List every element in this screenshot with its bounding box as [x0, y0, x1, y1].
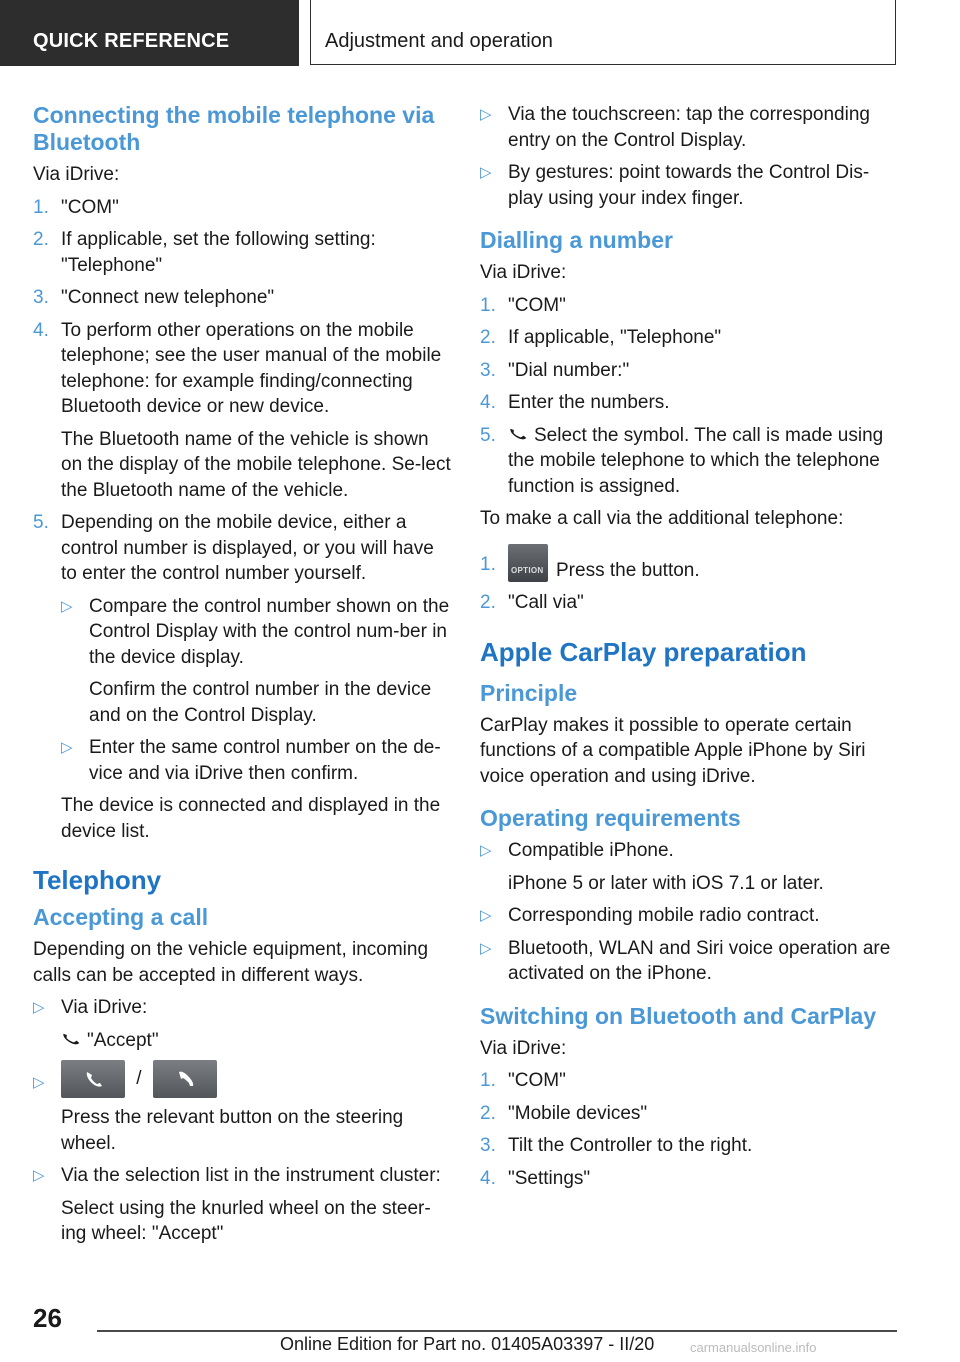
bullet-item	[33, 995, 451, 1053]
left-column	[33, 102, 451, 1254]
step-number: 3.	[480, 1135, 496, 1156]
bullet-text: Compatible iPhone.	[508, 840, 674, 861]
step-text: "COM"	[61, 196, 119, 218]
step-note: The device is connected and displayed in the device list.	[61, 795, 441, 842]
bullet-arrow-icon: ▷	[33, 1167, 45, 1184]
step-number: 1.	[480, 294, 496, 316]
bullet-item	[480, 160, 900, 211]
step-number: 1.	[480, 553, 496, 575]
bullet-note: iPhone 5 or later with iOS 7.1 or later.	[508, 872, 824, 894]
bullet-arrow-icon: ▷	[480, 164, 492, 181]
bullet-arrow-icon: ▷	[480, 842, 492, 859]
bullet-item	[61, 594, 451, 729]
option-button-icon	[508, 544, 548, 582]
step-text: Depending on the mobile device, either a control number is displayed, or you will have to enter the control number yourself.	[61, 512, 434, 584]
list-item	[480, 1101, 900, 1127]
list-item	[480, 325, 900, 351]
bullet-item	[33, 1163, 451, 1247]
bullet-note: Select using the knurled wheel on the steer‐ing wheel: "Accept"	[61, 1197, 431, 1244]
step-number: 4.	[33, 319, 49, 341]
step-text: To perform other operations on the mobile telephone; see the user manual of the mobile telephone: for example finding/connecting Bluetooth device or new device.	[61, 319, 442, 417]
step-number: 3.	[480, 359, 496, 381]
bullet-text: Enter the same control number on the de‐vice and via iDrive then confirm.	[89, 737, 441, 784]
bullet-item	[480, 936, 900, 987]
list-item	[480, 1166, 900, 1192]
bullet-arrow-icon: ▷	[480, 907, 492, 924]
heading-requirements: Operating requirements	[480, 805, 741, 831]
phone-icon	[61, 1029, 81, 1049]
step-text: "Call via"	[508, 592, 584, 613]
bullet-note: Confirm the control number in the device and on the Control Display.	[89, 679, 432, 726]
bullet-text: By gestures: point towards the Control Dis‐play using your index finger.	[508, 162, 870, 209]
steering-wheel-call-button	[61, 1060, 125, 1098]
accept-label: "Accept"	[87, 1029, 159, 1051]
right-column	[480, 102, 900, 1198]
via-idrive-label: Via iDrive:	[480, 1037, 567, 1059]
bullet-arrow-icon: ▷	[480, 939, 492, 957]
bullet-text: Bluetooth, WLAN and Siri voice operation are activated on the iPhone.	[508, 937, 891, 984]
phone-icon	[508, 424, 528, 444]
list-item	[480, 423, 900, 500]
bullet-item	[480, 903, 900, 929]
edition-text: Online Edition for Part no. 01405A03397 - II/20	[280, 1334, 655, 1354]
list-item	[480, 1068, 900, 1094]
steering-wheel-call-button-alt	[153, 1060, 217, 1098]
bullet-item	[33, 1060, 451, 1156]
list-item	[480, 358, 900, 384]
step-text: If applicable, set the following setting: "Telephone"	[61, 229, 376, 276]
additional-telephone-text: To make a call via the additional telephone:	[480, 508, 844, 529]
separator: /	[136, 1068, 142, 1090]
list-item	[33, 195, 451, 221]
step-text: "COM"	[508, 294, 566, 316]
step-text: Press the button.	[556, 559, 700, 581]
bullet-arrow-icon: ▷	[33, 999, 45, 1016]
phone-handset-icon	[153, 1060, 217, 1098]
bullet-note: Press the relevant button on the steering wheel.	[61, 1107, 404, 1154]
step-text: If applicable, "Telephone"	[508, 327, 722, 348]
chapter-title: Adjustment and operation	[310, 0, 896, 65]
bullet-text: Via the touchscreen: tap the corresponding entry on the Control Display.	[508, 104, 870, 151]
step-text: Select the symbol. The call is made using the mobile telephone to which the telephone function is assigned.	[508, 424, 884, 497]
bullet-arrow-icon: ▷	[61, 597, 73, 615]
page-header	[0, 0, 960, 66]
bullet-text: Compare the control number shown on the Control Display with the control num‐ber in the device display.	[89, 595, 450, 668]
bullet-arrow-icon: ▷	[480, 106, 492, 123]
list-item	[33, 227, 451, 278]
via-idrive-label: Via iDrive:	[480, 262, 567, 283]
step-number: 3.	[33, 287, 49, 308]
bullet-arrow-icon: ▷	[33, 1074, 45, 1091]
section-tab: QUICK REFERENCE	[0, 0, 299, 66]
heading-accepting-call: Accepting a call	[33, 904, 209, 930]
list-item	[480, 390, 900, 416]
list-item	[480, 293, 900, 319]
heading-carplay: Apple CarPlay preparation	[480, 636, 807, 667]
step-number: 1.	[33, 196, 49, 218]
step-number: 4.	[480, 1167, 496, 1189]
footer-divider	[97, 1330, 897, 1332]
step-text: Tilt the Controller to the right.	[508, 1135, 753, 1156]
step-text: "Connect new telephone"	[61, 287, 275, 308]
step-note: The Bluetooth name of the vehicle is shown on the display of the mobile telephone. Se‐lect the Bluetooth name of the vehicle.	[61, 428, 451, 501]
phone-accept-icon	[61, 1060, 125, 1098]
bullet-text: Via the selection list in the instrument cluster:	[61, 1165, 441, 1186]
bullet-text: Via iDrive:	[61, 997, 148, 1018]
list-item	[480, 1133, 900, 1159]
bullet-note	[61, 1028, 451, 1054]
list-item	[33, 285, 451, 311]
step-text: "COM"	[508, 1070, 566, 1091]
step-text: "Settings"	[508, 1167, 591, 1189]
via-idrive-label: Via iDrive:	[33, 164, 120, 185]
heading-principle: Principle	[480, 679, 578, 706]
list-item	[33, 510, 451, 844]
step-number: 4.	[480, 392, 496, 413]
step-text: "Dial number:"	[508, 359, 630, 381]
accept-intro: Depending on the vehicle equipment, incoming calls can be accepted in different ways.	[33, 939, 429, 986]
heading-dialling: Dialling a number	[480, 227, 673, 253]
step-text: Enter the numbers.	[508, 392, 670, 413]
heading-telephony: Telephony	[33, 865, 162, 895]
bullet-item	[61, 735, 451, 786]
step-number: 1.	[480, 1070, 496, 1091]
step-number: 2.	[480, 592, 496, 613]
list-item	[480, 590, 900, 616]
heading-connect-bluetooth: Connecting the mobile telephone via Bluetooth	[33, 102, 435, 155]
steering-buttons	[61, 1060, 451, 1098]
page-number: 26	[33, 1303, 62, 1333]
step-number: 2.	[480, 327, 496, 348]
bullet-item	[480, 102, 900, 153]
step-number: 5.	[33, 512, 49, 533]
list-item	[480, 544, 900, 584]
principle-text: CarPlay makes it possible to operate certain functions of a compatible Apple iPhone by Siri voice operation and using iDrive.	[480, 714, 866, 787]
step-number: 5.	[480, 424, 496, 446]
list-item	[33, 318, 451, 504]
step-text: "Mobile devices"	[508, 1102, 648, 1124]
step-number: 2.	[33, 229, 49, 250]
heading-switching-on: Switching on Bluetooth and CarPlay	[480, 1002, 877, 1029]
bullet-item	[480, 838, 900, 896]
bullet-arrow-icon: ▷	[61, 739, 73, 756]
watermark-text: carmanualsonline.info	[690, 1340, 817, 1355]
option-label: OPTION	[511, 565, 544, 575]
step-number: 2.	[480, 1102, 496, 1124]
bullet-text: Corresponding mobile radio contract.	[508, 905, 820, 926]
